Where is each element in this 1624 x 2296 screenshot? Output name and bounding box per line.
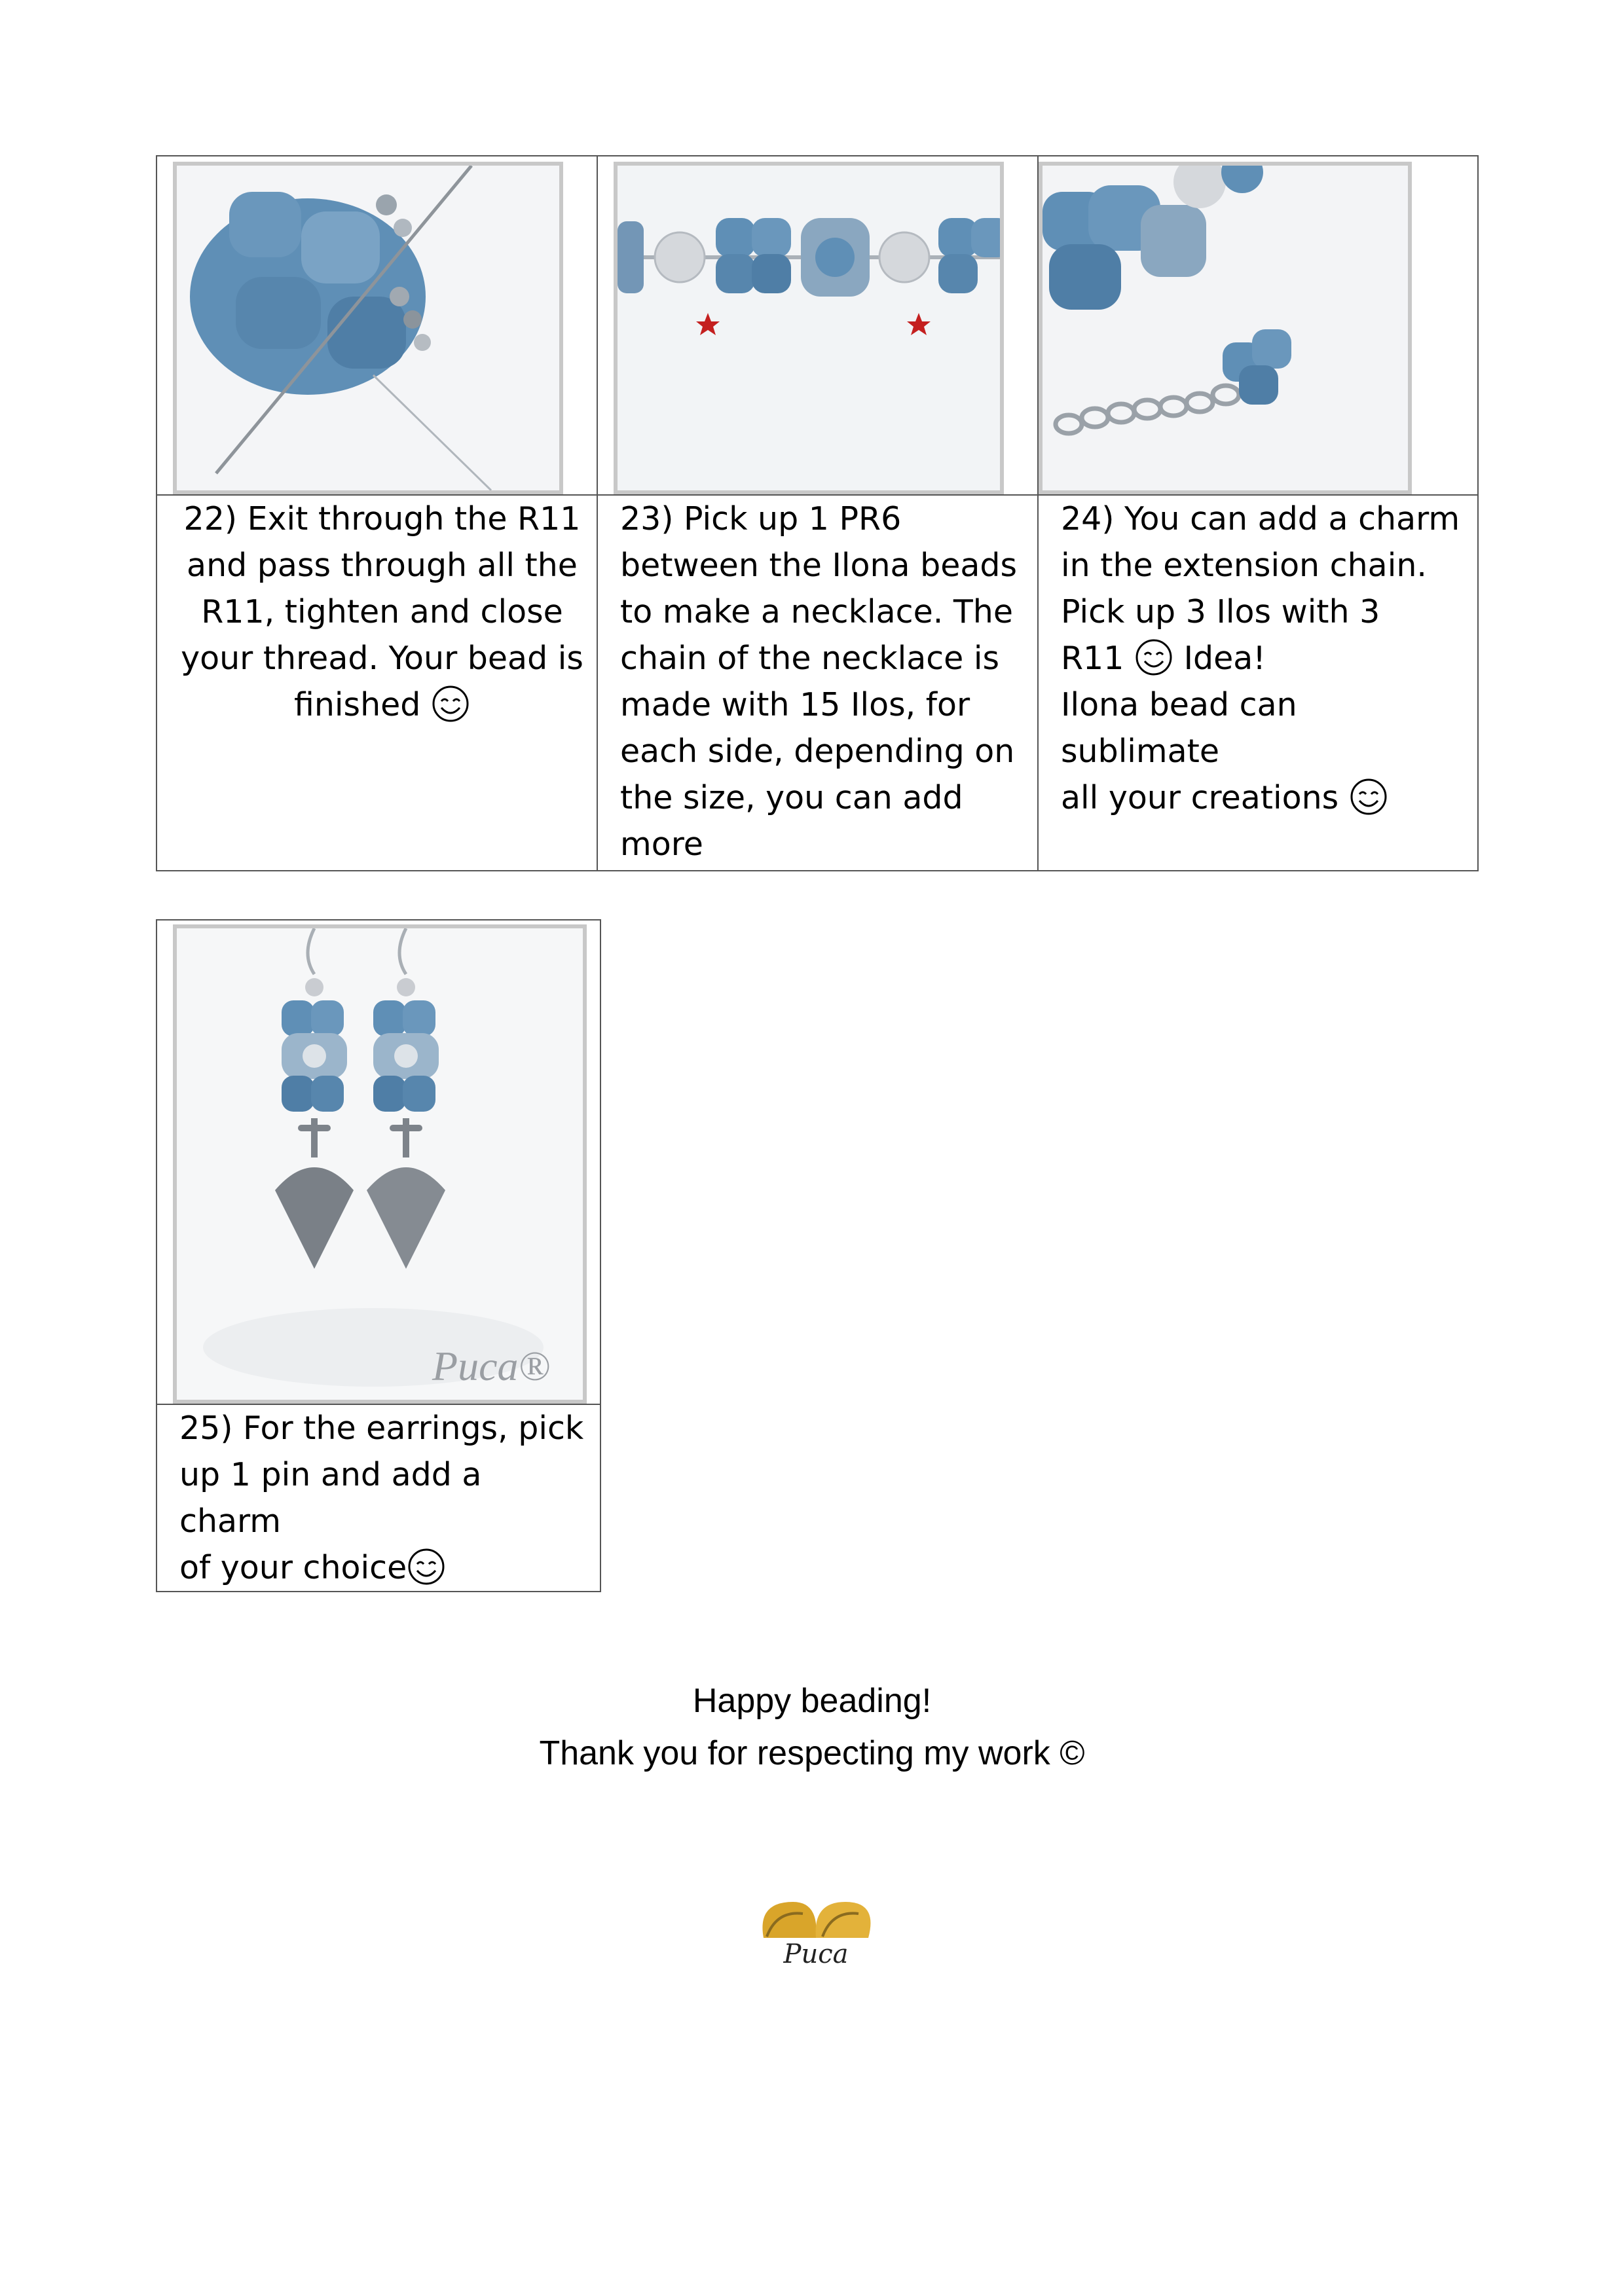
smiley-icon	[407, 1547, 446, 1586]
step-22-photo-cell	[157, 156, 597, 495]
step-23-line-5: made with 15 Ilos, for	[620, 686, 970, 723]
step-24-line-5: Ilona bead can sublimate	[1061, 686, 1297, 770]
step-25-line-2: up 1 pin and add a charm	[179, 1456, 482, 1540]
step-23-line-6: each side, depending on	[620, 733, 1015, 770]
step-25-text	[157, 1404, 600, 1592]
step-24-line-2: in the extension chain.	[1061, 547, 1427, 584]
smiley-icon	[1134, 638, 1173, 677]
step-24-line-3: Pick up 3 Ilos with 3	[1061, 593, 1380, 630]
step-24-line-6	[1061, 774, 1466, 821]
step-22-line-3: R11, tighten and close	[201, 593, 563, 630]
smiley-icon	[1349, 777, 1388, 816]
charm-chain-photo	[1039, 162, 1412, 494]
step-25-line-1: 25) For the earrings, pick	[179, 1410, 584, 1447]
closing-line-1: Happy beading!	[692, 1682, 932, 1720]
steps-table-row-1	[156, 155, 1479, 871]
step-22-line-5	[179, 682, 585, 728]
step-24-line-6-text: all your creations	[1061, 779, 1339, 816]
step-22-text	[157, 495, 597, 871]
step-23-photo-cell	[597, 156, 1038, 495]
step-22-line-4: your thread. Your bead is	[181, 640, 583, 677]
step-24-line-1: 24) You can add a charm	[1061, 500, 1460, 538]
step-23-text	[597, 495, 1038, 871]
step-24-idea-text: Idea!	[1183, 640, 1266, 677]
step-24-line-4	[1061, 635, 1466, 682]
earrings-watermark: Puca®	[432, 1343, 551, 1389]
step-24-text	[1038, 495, 1478, 871]
step-23-line-1: 23) Pick up 1 PR6	[620, 500, 902, 538]
step-25-line-3	[179, 1544, 588, 1591]
step-23-line-8: more	[620, 826, 703, 863]
puca-logo	[750, 1886, 881, 1971]
step-22-line-1: 22) Exit through the R11	[183, 500, 581, 538]
earrings-photo	[173, 924, 587, 1404]
step-23-line-2: between the Ilona beads	[620, 547, 1018, 584]
step-23-line-3: to make a necklace. The	[620, 593, 1014, 630]
smiley-icon	[431, 684, 470, 723]
step-25-photo-cell	[157, 920, 600, 1404]
step-25-line-3-text: of your choice	[179, 1549, 407, 1586]
step-23-line-7: the size, you can add	[620, 779, 963, 816]
needle-bead-photo	[173, 162, 563, 494]
step-24-line-4-text: R11	[1061, 640, 1124, 677]
step-24-photo-cell	[1038, 156, 1478, 495]
necklace-beads-photo	[614, 162, 1004, 494]
step-22-line-2: and pass through all the	[187, 547, 578, 584]
step-23-line-4: chain of the necklace is	[620, 640, 1000, 677]
step-22-line-5-text: finished	[294, 686, 421, 723]
closing-line-2: Thank you for respecting my work ©	[539, 1734, 1085, 1772]
logo-text: Puca	[783, 1939, 849, 1969]
steps-table-row-2	[156, 919, 601, 1592]
